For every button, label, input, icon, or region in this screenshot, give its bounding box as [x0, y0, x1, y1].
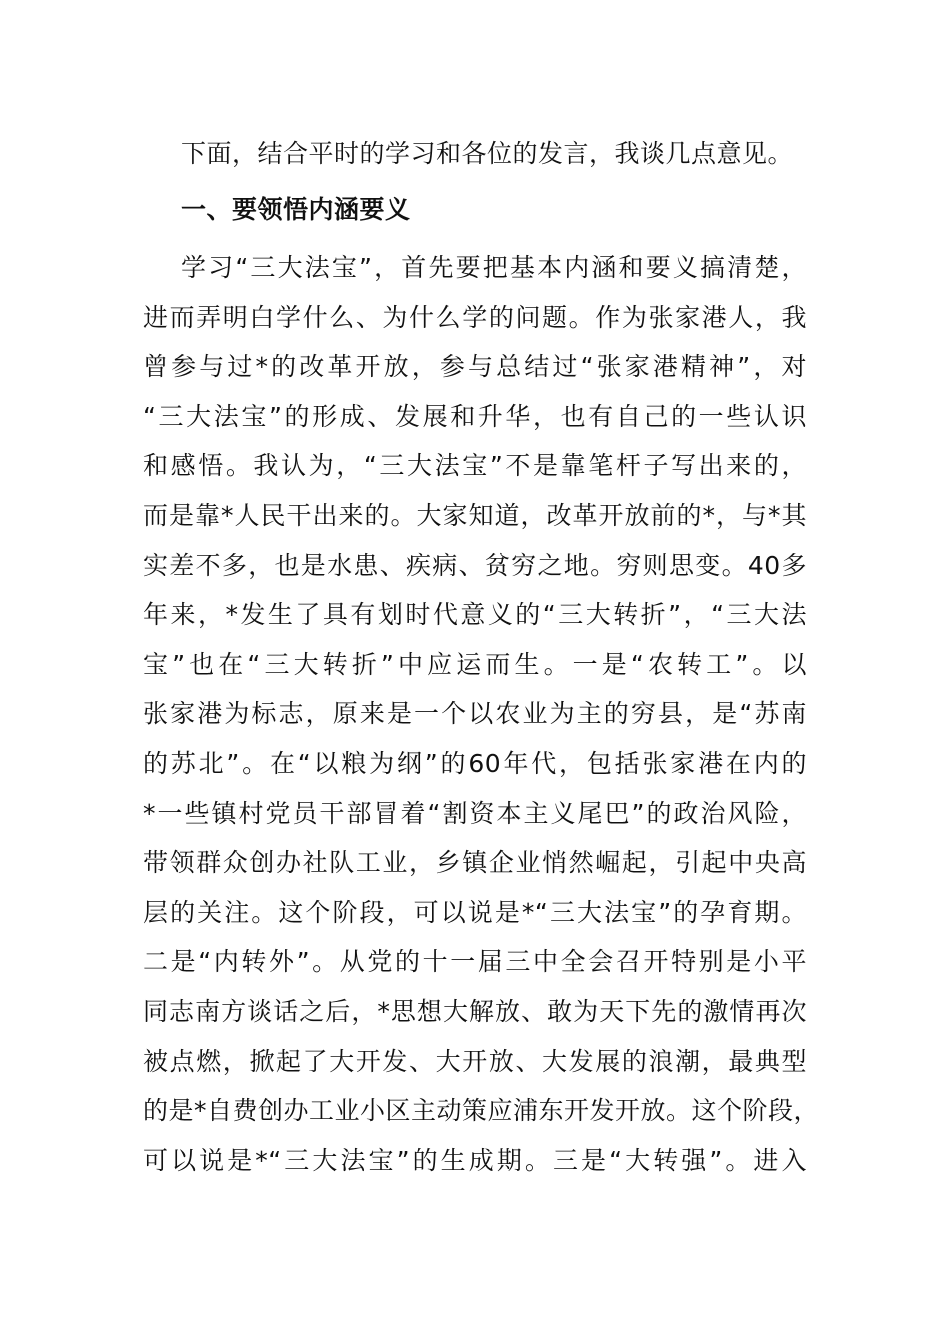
paragraph-line: 宝”也在“三大转折”中应运而生。一是“农转工”。以	[143, 649, 807, 679]
paragraph-line: “三大法宝”的形成、发展和升华，也有自己的一些认识	[143, 401, 807, 431]
paragraph-line: 带领群众创办社队工业，乡镇企业悄然崛起，引起中央高	[143, 848, 807, 878]
paragraph-line: 张家港为标志，原来是一个以农业为主的穷县，是“苏南	[143, 699, 807, 729]
document-body	[143, 129, 820, 1185]
paragraph-line: *一些镇村党员干部冒着“割资本主义尾巴”的政治风险，	[143, 798, 807, 828]
paragraph-line: 进而弄明白学什么、为什么学的问题。作为张家港人，我	[143, 302, 807, 332]
paragraph-line: 年来，*发生了具有划时代意义的“三大转折”，“三大法	[143, 600, 807, 630]
paragraph-line: 实差不多，也是水患、疾病、贫穷之地。穷则思变。40多	[143, 550, 807, 580]
intro-line: 下面，结合平时的学习和各位的发言，我谈几点意见。	[181, 139, 794, 168]
section-heading: 一、要领悟内涵要义	[181, 195, 411, 224]
paragraph-line: 的苏北”。在“以粮为纲”的60年代，包括张家港在内的	[143, 748, 807, 778]
paragraph	[143, 243, 820, 1185]
paragraph-line: 被点燃，掀起了大开发、大开放、大发展的浪潮，最典型	[143, 1046, 807, 1076]
paragraph-line: 曾参与过*的改革开放，参与总结过“张家港精神”，对	[143, 352, 807, 382]
paragraph-line: 的是*自费创办工业小区主动策应浦东开发开放。这个阶段，	[143, 1096, 820, 1126]
paragraph-line: 和感悟。我认为，“三大法宝”不是靠笔杆子写出来的，	[143, 451, 807, 481]
paragraph-line: 层的关注。这个阶段，可以说是*“三大法宝”的孕育期。	[143, 897, 807, 927]
paragraph-line: 可以说是*“三大法宝”的生成期。三是“大转强”。进入	[143, 1145, 807, 1175]
paragraph-line: 学习“三大法宝”，首先要把基本内涵和要义搞清楚，	[181, 253, 807, 282]
paragraph-line: 而是靠*人民干出来的。大家知道，改革开放前的*，与*其	[143, 500, 807, 530]
paragraph-line: 二是“内转外”。从党的十一届三中全会召开特别是小平	[143, 947, 807, 977]
paragraph-line: 同志南方谈话之后，*思想大解放、敢为天下先的激情再次	[143, 996, 807, 1026]
